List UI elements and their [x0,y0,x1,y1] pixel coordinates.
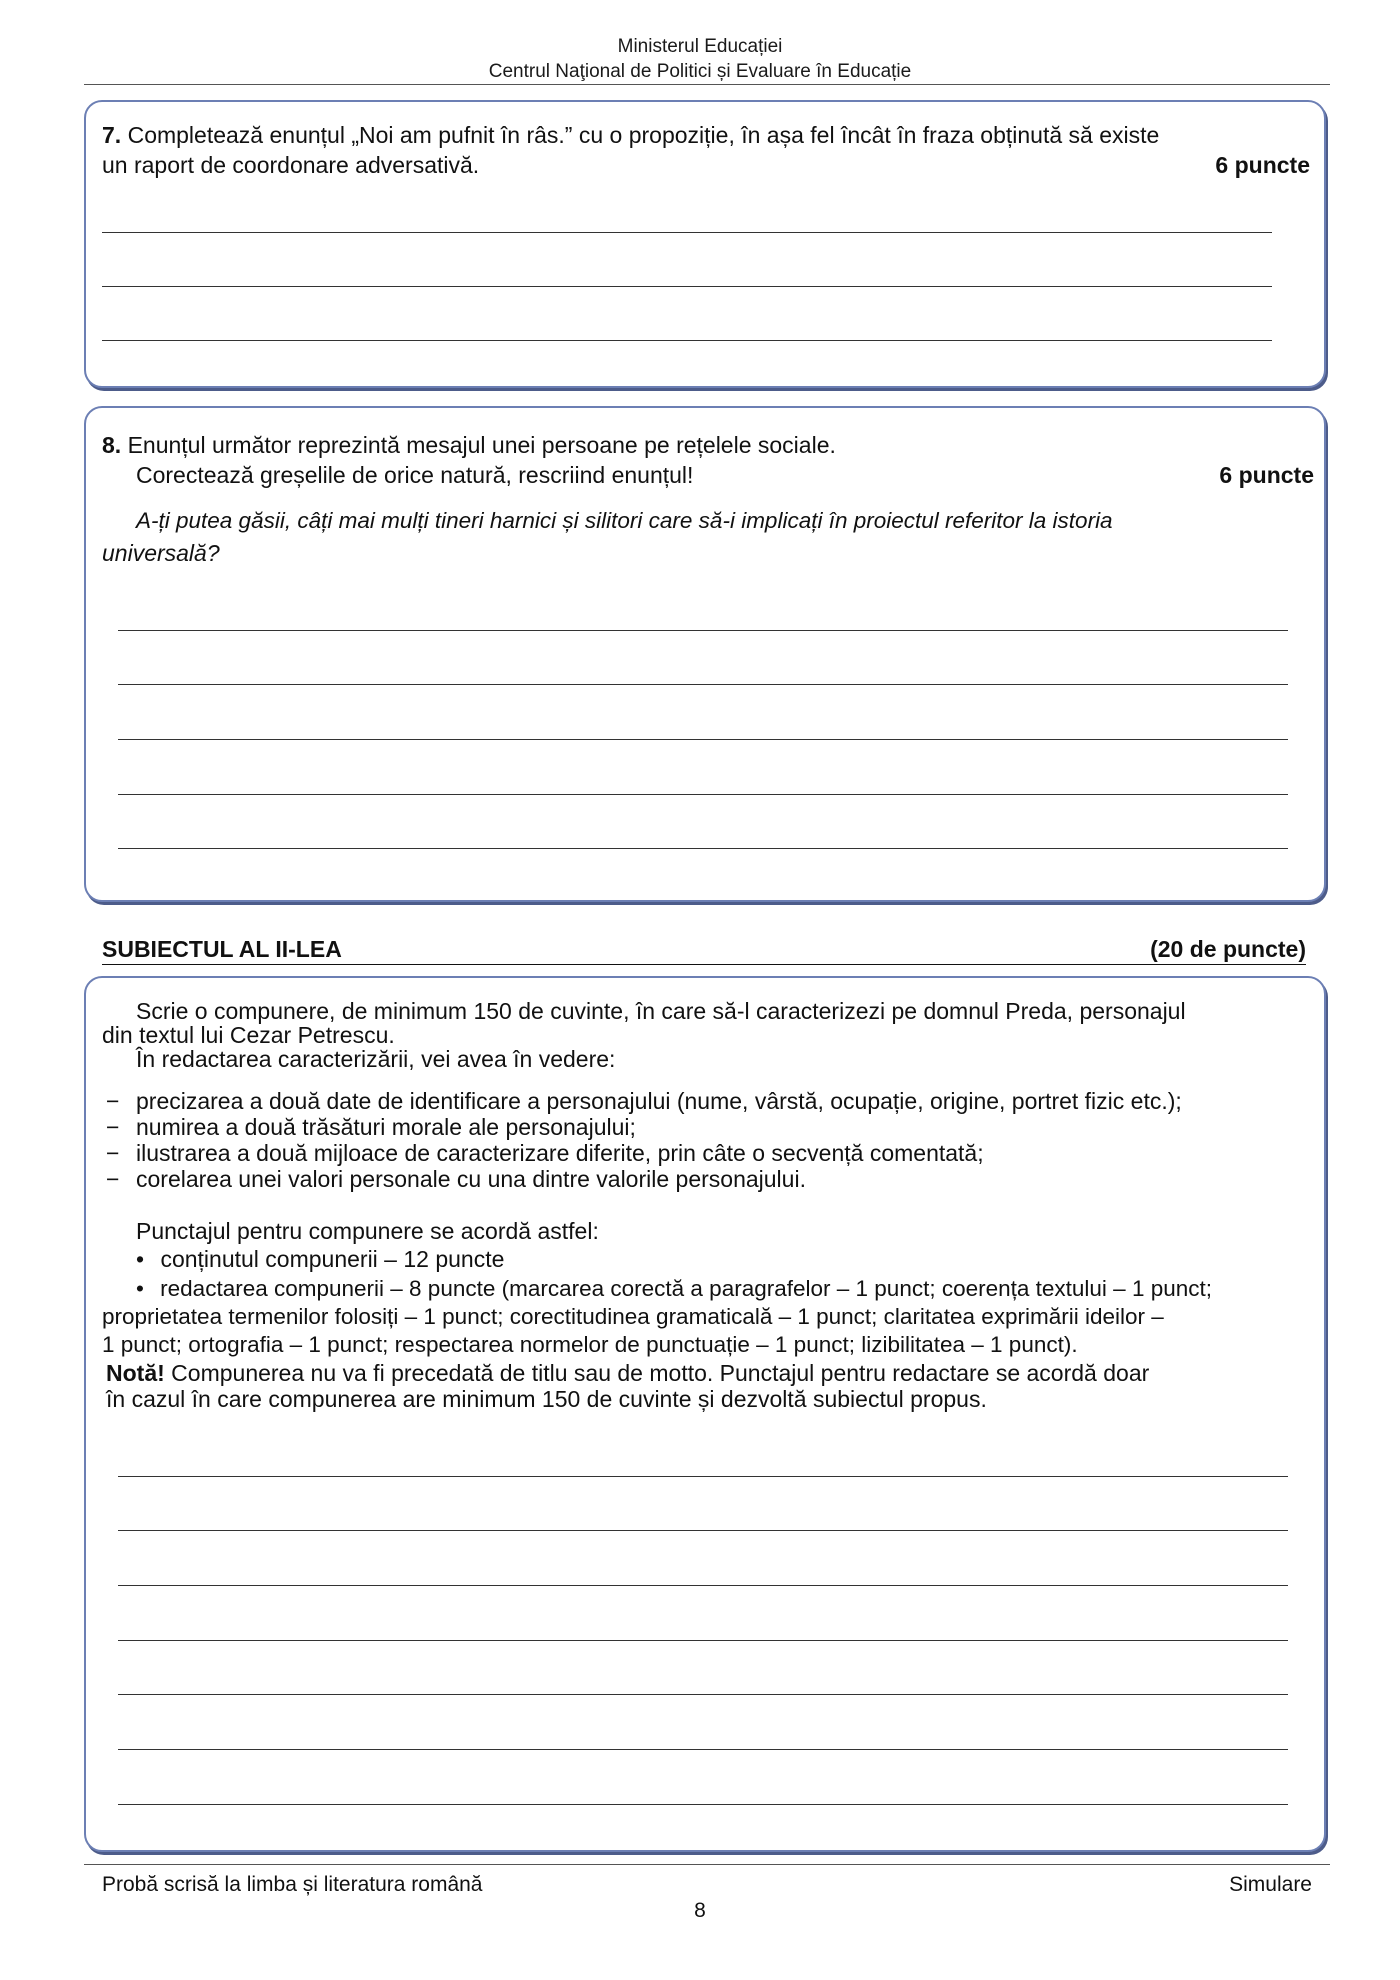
scoring-item [136,1244,504,1274]
dash-icon: − [106,1140,120,1166]
scoring-text: redactarea compunerii – 8 puncte (marcarea corectă a paragrafelor – 1 punct; coerența textului – 1 punct; [160,1276,1213,1301]
subject-2-intro-line2: din textul lui Cezar Petrescu. [102,1022,395,1048]
note-label: Notă! [106,1360,165,1386]
question-8-points: 6 puncte [1219,462,1314,488]
question-8-box [84,406,1326,902]
dash-icon: − [106,1166,120,1192]
question-7-number: 7. [102,122,122,148]
question-8-prompt: Enunțul următor reprezintă mesajul unei persoane pe rețelele sociale. [127,432,836,458]
question-7-text-line2: un raport de coordonare adversativă. [102,152,480,178]
question-8-text-line2: Corectează greșelile de orice natură, rescriind enunțul! [136,462,694,488]
dash-icon: − [106,1114,120,1140]
page-header [0,34,1400,84]
subject-2-heading [102,934,1306,965]
answer-line[interactable] [102,340,1272,341]
bullet-icon: • [136,1276,144,1301]
note-text: Compunerea nu va fi precedată de titlu sau de motto. Punctajul pentru redactare se acordă doar [164,1360,1150,1386]
subject-2-box [84,976,1326,1852]
scoring-text-continued: proprietatea termenilor folosiți – 1 punct; corectitudinea gramaticală – 1 punct; claritatea exprimării ideilor – [102,1304,1164,1329]
answer-line[interactable] [102,286,1272,287]
requirement-text: numirea a două trăsături morale ale personajului; [136,1114,636,1140]
answer-line[interactable] [118,739,1288,740]
footer-exam-title: Probă scrisă la limba și literatura română [102,1873,483,1896]
scoring-item [136,1274,1212,1304]
footer-divider [84,1864,1330,1865]
answer-line[interactable] [118,848,1288,849]
subject-2-intro-line3: În redactarea caracterizării, vei avea în vedere: [136,1046,616,1072]
ministry-name: Ministerul Educației [617,36,783,57]
subject-2-title: SUBIECTUL AL II-LEA [102,936,342,962]
page-number: 8 [694,1899,706,1922]
requirement-text: ilustrarea a două mijloace de caracterizare diferite, prin câte o secvență comentată; [136,1140,984,1166]
requirement-text: corelarea unei valori personale cu una dintre valorile personajului. [136,1166,806,1192]
question-7-prompt: Completează enunțul „Noi am pufnit în râs.” cu o propoziție, în așa fel încât în fraza obținută să existe [127,122,1160,148]
question-8-quote-line1: A-ți putea găsii, câți mai mulți tineri harnici și silitori care să-i implicați în proiectul referitor la istoria [136,508,1113,533]
header-divider [84,84,1330,85]
answer-line[interactable] [118,1694,1288,1695]
answer-line[interactable] [102,232,1272,233]
question-8-quote-line2: universală? [102,540,220,566]
answer-line[interactable] [118,1804,1288,1805]
scoring-text-continued: 1 punct; ortografia – 1 punct; respectarea normelor de punctuație – 1 punct; lizibilitatea – 1 punct). [102,1332,1078,1357]
footer-exam-type: Simulare [1229,1873,1312,1896]
answer-line[interactable] [118,630,1288,631]
answer-line[interactable] [118,1640,1288,1641]
question-7-points: 6 puncte [1215,152,1310,178]
note-line2: în cazul în care compunerea are minimum 150 de cuvinte și dezvoltă subiectul propus. [106,1386,987,1412]
question-7-box [84,100,1326,388]
answer-line[interactable] [118,1530,1288,1531]
scoring-intro: Punctajul pentru compunere se acordă astfel: [136,1218,599,1244]
scoring-text: conținutul compunerii – 12 puncte [160,1246,505,1272]
answer-line[interactable] [118,1585,1288,1586]
bullet-icon: • [136,1246,145,1272]
subject-2-points: (20 de puncte) [1150,936,1306,962]
answer-line[interactable] [118,684,1288,685]
answer-line[interactable] [118,794,1288,795]
center-name: Centrul Naţional de Politici și Evaluare în Educație [488,61,912,82]
subject-2-intro-line1: Scrie o compunere, de minimum 150 de cuvinte, în care să-l caracterizezi pe domnul Preda, personajul [136,998,1186,1024]
question-7-text-line1 [102,120,1302,150]
answer-line[interactable] [118,1749,1288,1750]
question-8-number: 8. [102,432,122,458]
requirement-text: precizarea a două date de identificare a personajului (nume, vârstă, ocupație, origine, portret fizic etc.); [136,1088,1182,1114]
question-8-text-line1 [102,430,836,460]
dash-icon: − [106,1088,120,1114]
answer-line[interactable] [118,1476,1288,1477]
